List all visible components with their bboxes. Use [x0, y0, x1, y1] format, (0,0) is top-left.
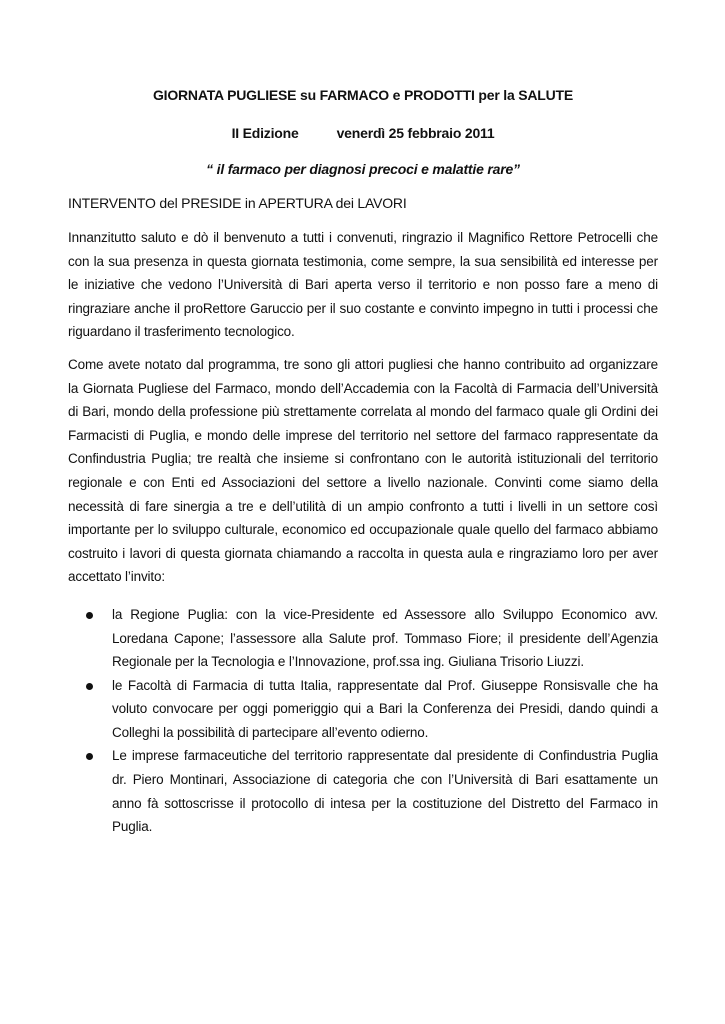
edition-label: II Edizione	[231, 125, 299, 141]
bullet-list	[68, 603, 658, 839]
list-item-text: la Regione Puglia: con la vice-Presidente ed Assessore allo Sviluppo Economico avv. Loredana Capone; l’assessore alla Salute prof. Tommaso Fiore; il presidente dell’Agenzia Regionale per la Tecnologia e l’Innovazione, prof.ssa ing. Giuliana Trisorio Liuzzi.	[112, 606, 658, 670]
document-subtitle: “ il farmaco per diagnosi precoci e malattie rare”	[206, 161, 520, 177]
bullet-dot-icon	[86, 612, 93, 619]
intro-heading: INTERVENTO del PRESIDE in APERTURA dei LAVORI	[68, 195, 407, 211]
document-title: GIORNATA PUGLIESE su FARMACO e PRODOTTI per la SALUTE	[152, 87, 574, 103]
list-item	[68, 744, 658, 838]
paragraph-2: Come avete notato dal programma, tre sono gli attori pugliesi che hanno contribuito ad organizzare la Giornata Pugliese del Farmaco, mondo dell’Accademia con la Facoltà di Farmacia dell’Università di Bari, mondo della professione più strettamente correlata al mondo del farmaco quale gli Ordini dei Farmacisti di Puglia, e mondo delle imprese del territorio nel settore del farmaco rappresentate da Confindustria Puglia; tre realtà che insieme si confrontano con le autorità istituzionali del territorio regionale e con Enti ed Associazioni del settore a livello nazionale. Convinti come siamo della necessità di fare sinergia a tre e dell’utilità di un ampio confronto a tutti i livelli in un settore così importante per lo sviluppo culturale, economico ed occupazionale quale quello del farmaco abbiamo costruito i lavori di questa giornata chiamando a raccolta in questa aula e ringraziamo loro per aver accettato l’invito:	[68, 356, 658, 585]
edition-line	[68, 124, 658, 142]
list-item	[68, 674, 658, 745]
document-page	[68, 86, 658, 839]
bullet-dot-icon	[86, 683, 93, 690]
event-date: venerdì 25 febbraio 2011	[336, 125, 495, 141]
list-item-text: Le imprese farmaceutiche del territorio rappresentate dal presidente di Confindustria Puglia dr. Piero Montinari, Associazione di categoria che con l’Università di Bari esattamente un anno fà sottoscrisse il protocollo di intesa per la costituzione del Distretto del Farmaco in Puglia.	[112, 748, 658, 835]
list-item-text: le Facoltà di Farmacia di tutta Italia, rappresentate dal Prof. Giuseppe Ronsisvalle che ha voluto convocare per oggi pomeriggio qui a Bari la Conferenza dei Presidi, dando quindi a Colleghi la possibilità di partecipare all’evento odierno.	[112, 677, 658, 740]
paragraph-1: Innanzitutto saluto e dò il benvenuto a tutti i convenuti, ringrazio il Magnifico Rettore Petrocelli che con la sua presenza in questa giornata testimonia, come sempre, la sua sensibilità ed interesse per le iniziative che vedono l’Università di Bari aperta verso il territorio e non posso fare a meno di ringraziare anche il proRettore Garuccio per il suo costante e convinto impegno in tutti i processi che riguardano il trasferimento tecnologico.	[68, 230, 658, 340]
list-item	[68, 603, 658, 674]
bullet-dot-icon	[86, 753, 93, 760]
